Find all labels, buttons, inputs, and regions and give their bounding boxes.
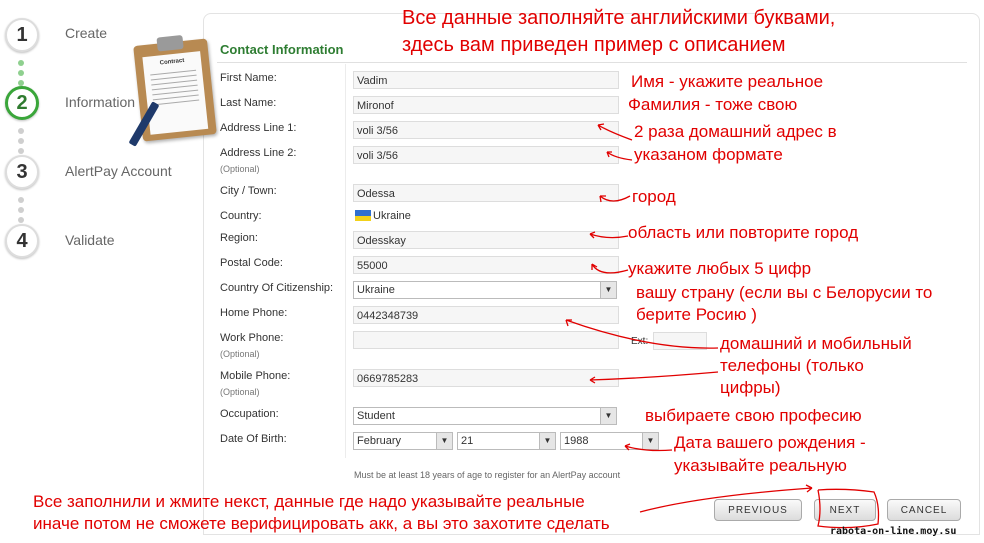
age-requirement-note: Must be at least 18 years of age to register for an AlertPay account [354, 470, 621, 480]
annotation-bottom-line2: иначе потом не сможете верифицировать акк, а вы это захотите сделать [33, 514, 610, 533]
annotation-address-line1: 2 раза домашний адрес в [634, 122, 837, 141]
step-2-number: 2 [5, 86, 39, 120]
region-label: Region: [220, 232, 258, 244]
annotation-header-line2: здесь вам приведен пример с описанием [402, 34, 786, 56]
annotation-phones-line1: домашний и мобильный [720, 334, 912, 353]
region-input[interactable]: Odesskay [353, 231, 619, 249]
postal-code-label: Postal Code: [220, 257, 283, 269]
citizenship-label: Country Of Citizenship: [220, 282, 334, 294]
annotation-surname: Фамилия - тоже свою [628, 95, 798, 114]
mobile-phone-optional: (Optional) [220, 387, 260, 397]
address-line2-label: Address Line 2: [220, 147, 297, 159]
occupation-label: Occupation: [220, 408, 279, 420]
annotation-postal: укажите любых 5 цифр [628, 259, 812, 278]
annotation-citizenship-line1: вашу страну (если вы с Белорусии то [636, 283, 933, 302]
home-phone-input[interactable]: 0442348739 [353, 306, 619, 324]
chevron-down-icon: ▼ [539, 433, 555, 449]
previous-button[interactable]: PREVIOUS [714, 499, 802, 521]
address-line1-input[interactable]: voli 3/56 [353, 121, 619, 139]
cancel-button[interactable]: CANCEL [887, 499, 961, 521]
annotation-citizenship-line2: берите Росию ) [636, 305, 757, 324]
contract-title: Contract [159, 57, 185, 67]
annotation-name: Имя - укажите реальное [631, 72, 824, 91]
country-label: Country: [220, 210, 262, 222]
address-line2-optional: (Optional) [220, 164, 260, 174]
chevron-down-icon: ▼ [600, 408, 616, 424]
dob-month-value: February [357, 435, 402, 447]
annotation-dob-line1: Дата вашего рождения - [674, 433, 866, 452]
city-input[interactable]: Odessa [353, 184, 619, 202]
annotation-bottom-line1: Все заполнили и жмите некст, данные где надо указывайте реальные [33, 492, 585, 511]
first-name-label: First Name: [220, 72, 277, 84]
chevron-down-icon: ▼ [600, 282, 616, 298]
section-title: Contact Information [220, 42, 344, 57]
annotation-city: город [632, 187, 676, 206]
step-3-number: 3 [5, 155, 39, 189]
extension-label: Ext: [631, 336, 649, 347]
last-name-label: Last Name: [220, 97, 277, 109]
step-1-label: Create [65, 25, 108, 41]
chevron-down-icon: ▼ [436, 433, 452, 449]
country-value: Ukraine [373, 210, 411, 222]
annotation-phones-line3: цифры) [720, 378, 781, 397]
annotation-header-line1: Все данные заполняйте английскими буквами, [402, 7, 836, 29]
watermark: rabota-on-line.moy.su [830, 526, 957, 537]
address-line1-label: Address Line 1: [220, 122, 297, 134]
next-button[interactable]: NEXT [814, 499, 876, 521]
annotation-region: область или повторите город [628, 223, 859, 242]
annotation-dob-line2: указывайте реальную [674, 456, 847, 475]
work-phone-label: Work Phone: [220, 332, 284, 344]
annotation-phones-line2: телефоны (только [720, 356, 864, 375]
annotation-address-line2: указаном формате [634, 145, 783, 164]
step-3-label: AlertPay Account [65, 163, 172, 179]
step-4-label: Validate [65, 232, 115, 248]
first-name-input[interactable]: Vadim [353, 71, 619, 89]
mobile-phone-input[interactable]: 0669785283 [353, 369, 619, 387]
last-name-input[interactable]: Mironof [353, 96, 619, 114]
dob-label: Date Of Birth: [220, 433, 287, 445]
dob-day-value: 21 [461, 435, 474, 447]
step-1-number: 1 [5, 18, 39, 52]
work-phone-optional: (Optional) [220, 349, 260, 359]
dob-year-value: 1988 [564, 435, 589, 447]
city-label: City / Town: [220, 185, 277, 197]
step-4-number: 4 [5, 224, 39, 258]
occupation-value: Student [357, 410, 395, 422]
postal-code-input[interactable]: 55000 [353, 256, 619, 274]
address-line2-input[interactable]: voli 3/56 [353, 146, 619, 164]
annotation-occupation: выбираете свою професию [645, 406, 862, 425]
chevron-down-icon: ▼ [642, 433, 658, 449]
step-2-label: Information [65, 94, 136, 110]
mobile-phone-label: Mobile Phone: [220, 370, 291, 382]
home-phone-label: Home Phone: [220, 307, 288, 319]
citizenship-value: Ukraine [357, 284, 395, 296]
